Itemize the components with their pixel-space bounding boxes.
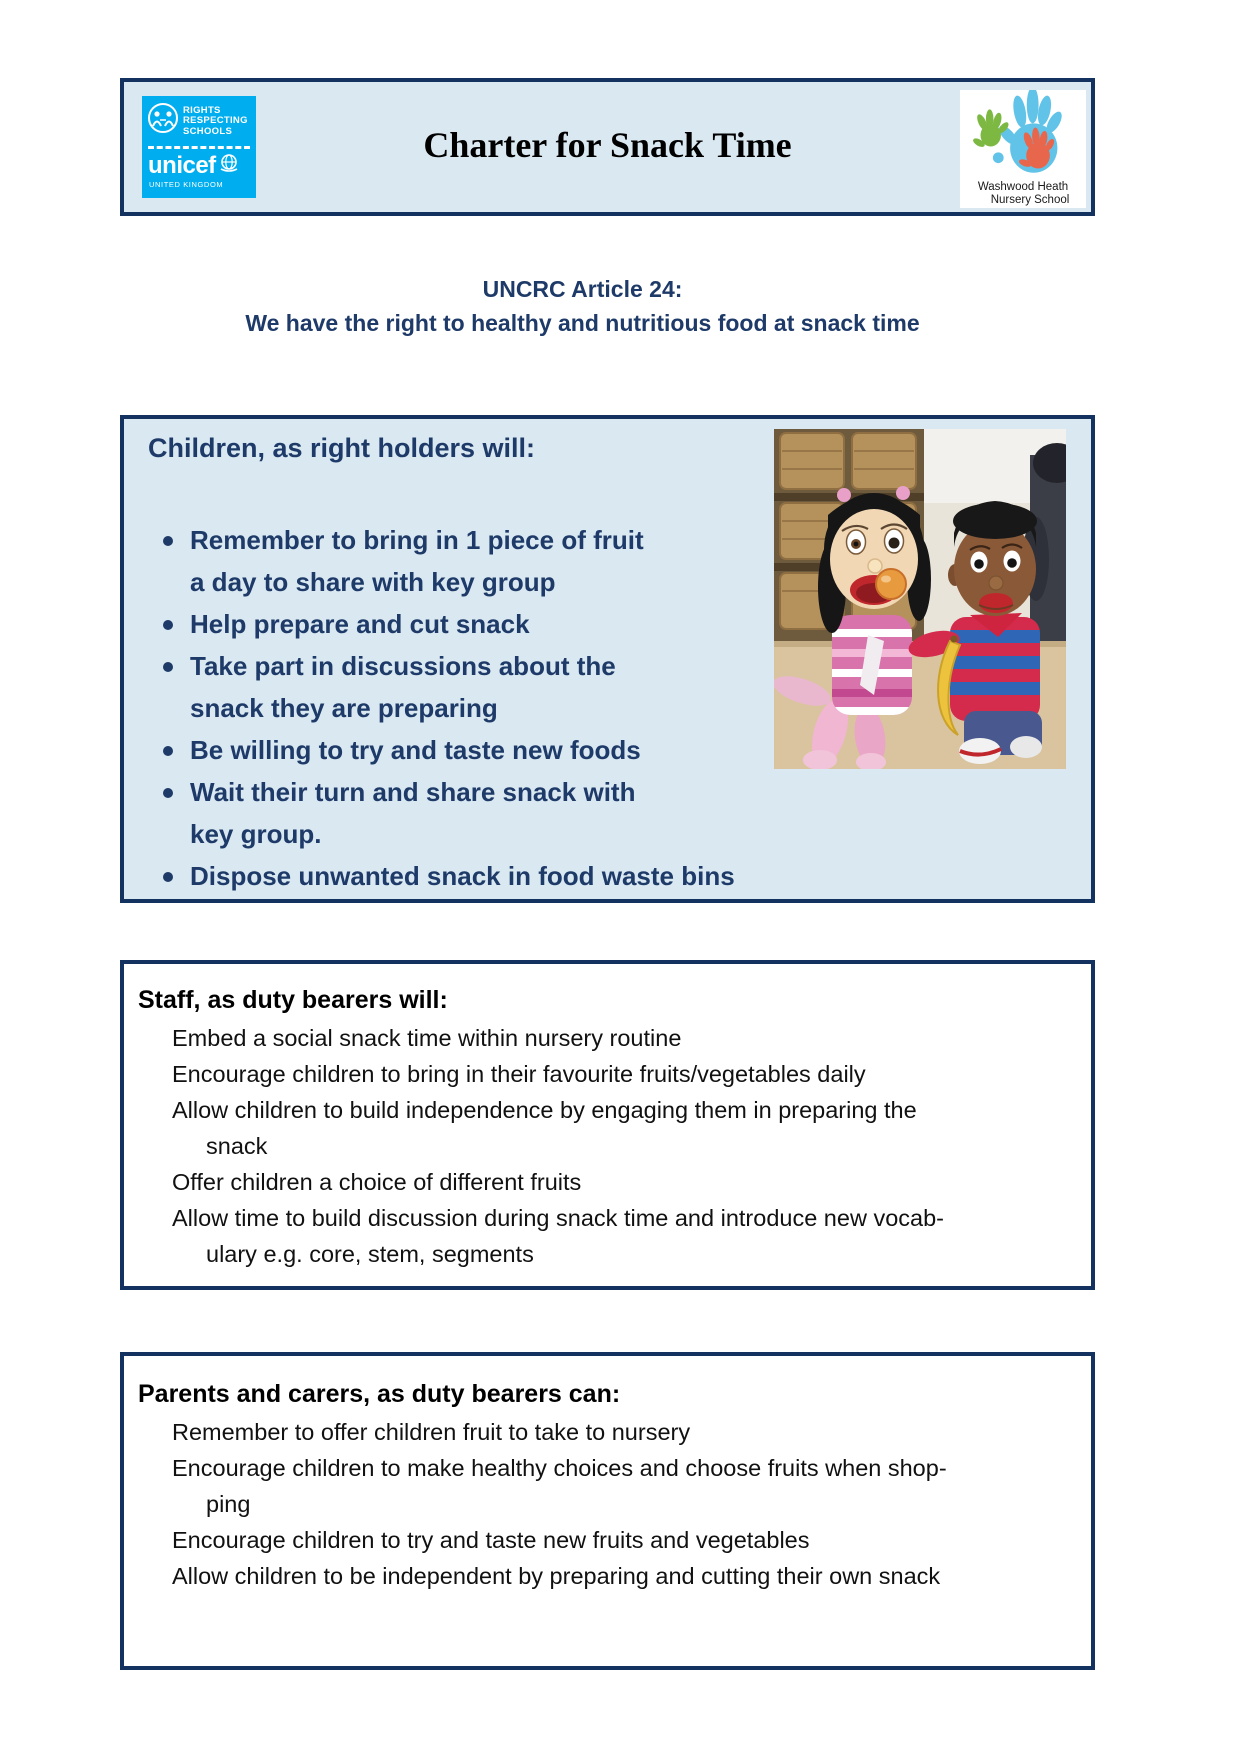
list-item: [124, 519, 784, 603]
staff-list: [124, 1020, 1091, 1272]
school-name-line2: Nursery School: [990, 194, 1070, 206]
list-item: Offer children a choice of different fruits: [172, 1169, 582, 1195]
list-item: Allow time to build discussion during snack time and introduce new vocab-: [172, 1205, 944, 1231]
unicef-region-label: UNITED KINGDOM: [149, 180, 224, 189]
parents-list: [124, 1414, 1091, 1594]
rrs-word-schools: SCHOOLS: [183, 125, 233, 137]
children-section: [120, 415, 1095, 903]
header-banner: [120, 78, 1095, 216]
staff-section-title: Staff, as duty bearers will:: [138, 986, 448, 1014]
bullet-text: Take part in discussions about the: [190, 651, 616, 681]
puppets-photo: [774, 429, 1066, 769]
school-name-line1: Washwood Heath: [977, 181, 1069, 193]
bullet-text: Be willing to try and taste new foods: [190, 735, 641, 765]
list-item: [124, 603, 784, 645]
list-item: Remember to offer children fruit to take to nursery: [172, 1419, 691, 1445]
list-item: [124, 645, 784, 729]
staff-section: [120, 960, 1095, 1290]
uncrc-article-line: UNCRC Article 24:: [482, 276, 683, 302]
uncrc-subtitle: [0, 272, 1165, 340]
unicef-wordmark: unicef: [148, 151, 216, 179]
list-item: Allow children to be independent by preparing and cutting their own snack: [172, 1563, 941, 1589]
children-section-title: Children, as right holders will:: [148, 433, 536, 463]
bullet-text: Help prepare and cut snack: [190, 609, 530, 639]
bullet-icon: [163, 872, 173, 882]
bullet-text: Remember to bring in 1 piece of fruit: [190, 525, 644, 555]
uncrc-right-line: We have the right to healthy and nutritious food at snack time: [245, 310, 920, 336]
bullet-icon: [163, 536, 173, 546]
list-item: Encourage children to try and taste new fruits and vegetables: [172, 1527, 810, 1553]
list-item-wrap: ulary e.g. core, stem, segments: [206, 1241, 534, 1267]
list-item: [124, 729, 784, 771]
bullet-text: Wait their turn and share snack with: [190, 777, 636, 807]
parents-section-title: Parents and carers, as duty bearers can:: [138, 1380, 621, 1408]
bullet-text: snack they are preparing: [190, 693, 498, 723]
list-item: [124, 855, 784, 897]
bullet-text: key group.: [190, 819, 322, 849]
list-item: Allow children to build independence by engaging them in preparing the: [172, 1097, 917, 1123]
list-item-wrap: ping: [206, 1491, 251, 1517]
parents-section: [120, 1352, 1095, 1670]
list-item: Encourage children to bring in their favourite fruits/vegetables daily: [172, 1061, 866, 1087]
list-item: Embed a social snack time within nursery routine: [172, 1025, 682, 1051]
handprints-icon: [968, 90, 1078, 181]
list-item-wrap: snack: [206, 1133, 268, 1159]
bullet-text: Dispose unwanted snack in food waste bins: [190, 861, 735, 891]
list-item: [124, 771, 784, 855]
page-title: Charter for Snack Time: [423, 125, 792, 165]
bullet-icon: [163, 620, 173, 630]
bullet-icon: [163, 662, 173, 672]
list-item: Encourage children to make healthy choices and choose fruits when shop-: [172, 1455, 947, 1481]
bullet-text: a day to share with key group: [190, 567, 556, 597]
children-bullet-list: [124, 519, 784, 897]
rrs-word-respecting: RESPECTING: [183, 115, 248, 127]
school-logo: [960, 90, 1086, 208]
bullet-icon: [163, 788, 173, 798]
bullet-icon: [163, 746, 173, 756]
rrs-word-rights: RIGHTS: [183, 104, 221, 116]
